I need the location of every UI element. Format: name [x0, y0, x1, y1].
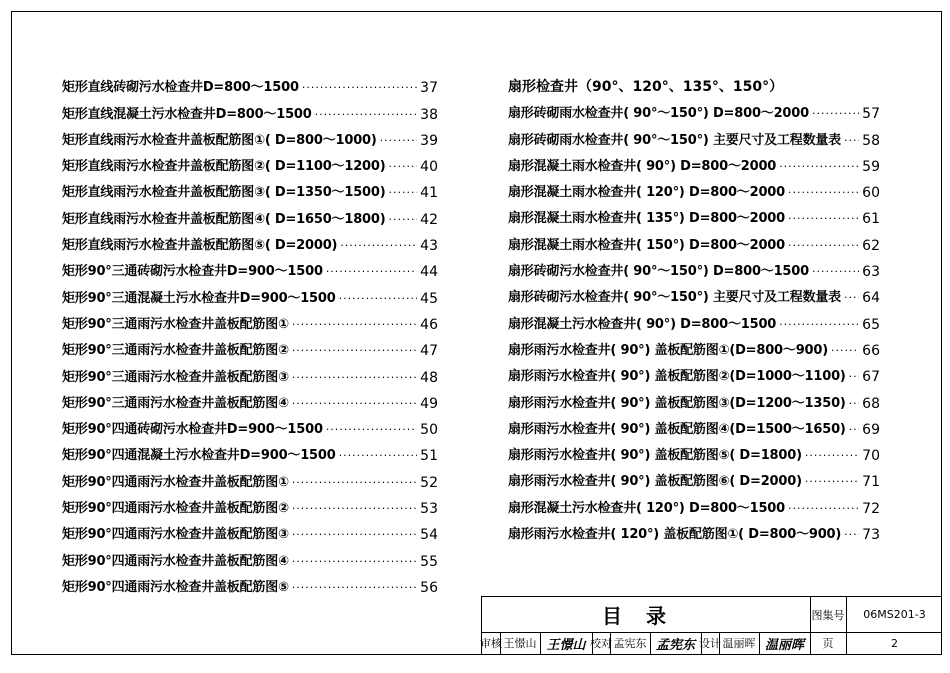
toc-entry[interactable] [62, 254, 438, 280]
toc-entry[interactable] [508, 149, 880, 175]
toc-entry[interactable] [508, 96, 880, 122]
document-title: 目录 [602, 604, 690, 628]
toc-entry-page: 67 [862, 369, 880, 386]
toc-entry[interactable] [508, 412, 880, 438]
leader-dots [388, 212, 417, 228]
toc-entry-subtitle: ( 90°) D=800～1500 [636, 316, 777, 332]
section-heading: 扇形检查井（90°、120°、135°、150°） [508, 79, 784, 95]
toc-entry-subtitle: ( 90°) 盖板配筋图②(D=1000～1100) [610, 369, 846, 385]
design-label: 设计 [699, 637, 721, 650]
toc-entry-page: 57 [862, 106, 880, 123]
leader-dots [292, 475, 417, 491]
leader-dots [831, 343, 859, 359]
toc-entry-subtitle: ( 120°) D=800～1500 [636, 500, 785, 516]
toc-entry-title: 矩形90°三通混凝土污水检查井 [62, 290, 240, 306]
leader-dots [844, 290, 859, 306]
toc-entry-page: 68 [862, 395, 880, 412]
toc-entry-title: 扇形混凝土雨水检查井 [508, 211, 637, 227]
leader-dots [788, 211, 859, 227]
toc-entry[interactable] [508, 175, 880, 201]
toc-entry-subtitle: ( 90°) 盖板配筋图③(D=1200～1350) [610, 395, 846, 411]
toc-entry-title: 扇形混凝土污水检查井 [508, 500, 637, 516]
toc-entry[interactable] [508, 385, 880, 411]
toc-entry-page: 49 [420, 395, 438, 412]
toc-entry-page: 50 [420, 422, 438, 439]
toc-entry-title: 矩形直线雨污水检查井盖板配筋图① [62, 132, 265, 148]
toc-entry-subtitle: ( 90°～150°) D=800～2000 [623, 106, 809, 122]
toc-entry-title: 矩形90°四通雨污水检查井盖板配筋图④ [62, 553, 289, 569]
designer-signature: 温丽晖 [764, 637, 804, 653]
toc-entry-title: 扇形雨污水检查井 [508, 474, 611, 490]
toc-entry-title: 扇形雨污水检查井 [508, 369, 611, 385]
toc-entry-page: 53 [420, 501, 438, 518]
toc-entry-subtitle: ( D=2000) [264, 238, 338, 254]
toc-entry-title: 矩形90°三通雨污水检查井盖板配筋图④ [62, 395, 289, 411]
toc-entry-title: 扇形砖砌污水检查井 [508, 290, 624, 306]
toc-entry[interactable] [62, 201, 438, 227]
toc-entry-page: 46 [420, 316, 438, 333]
leader-dots [844, 133, 859, 149]
toc-entry-title: 矩形90°三通雨污水检查井盖板配筋图② [62, 343, 289, 359]
toc-entry-title: 矩形直线雨污水检查井盖板配筋图⑤ [62, 238, 265, 254]
toc-right-column [508, 70, 880, 543]
toc-entry-page: 70 [862, 448, 880, 465]
toc-entry-subtitle: D=900～1500 [226, 264, 323, 280]
toc-entry[interactable] [62, 412, 438, 438]
toc-entry[interactable] [508, 333, 880, 359]
toc-entry[interactable] [62, 333, 438, 359]
toc-entry-title: 矩形直线砖砌污水检查井 [62, 80, 203, 96]
toc-entry[interactable] [62, 228, 438, 254]
leader-dots [302, 80, 417, 96]
toc-entry-page: 45 [420, 290, 438, 307]
toc-entry-title: 矩形直线雨污水检查井盖板配筋图④ [62, 211, 265, 227]
checker-signature: 孟宪东 [655, 637, 695, 653]
toc-entry-title: 矩形直线雨污水检查井盖板配筋图② [62, 159, 265, 175]
leader-dots [388, 159, 417, 175]
toc-entry-title: 扇形雨污水检查井 [508, 527, 611, 543]
toc-entry[interactable] [508, 464, 880, 490]
toc-entry-subtitle: ( D=800～1000) [264, 132, 377, 148]
toc-entry-subtitle: ( 120°) D=800～2000 [636, 185, 785, 201]
page-number: 2 [891, 636, 898, 650]
toc-entry-page: 60 [862, 185, 880, 202]
toc-entry-title: 扇形混凝土雨水检查井 [508, 237, 637, 253]
leader-dots [849, 396, 860, 412]
toc-entry-page: 56 [420, 579, 438, 596]
toc-entry-subtitle: ( 120°) 盖板配筋图①( D=800～900) [610, 527, 842, 543]
toc-entry-page: 40 [420, 159, 438, 176]
toc-left-column [62, 70, 438, 596]
toc-entry[interactable] [508, 490, 880, 516]
toc-entry[interactable] [62, 280, 438, 306]
toc-entry-page: 73 [862, 527, 880, 544]
leader-dots [339, 291, 418, 307]
toc-entry-page: 55 [420, 553, 438, 570]
reviewer-signature: 王憬山 [546, 637, 586, 653]
toc-entry-page: 43 [420, 238, 438, 255]
toc-entry-page: 44 [420, 264, 438, 281]
toc-entry-subtitle: ( D=1100～1200) [264, 159, 386, 175]
toc-entry-page: 61 [862, 211, 880, 228]
toc-entry-subtitle: ( 150°) D=800～2000 [636, 237, 785, 253]
toc-entry[interactable] [62, 96, 438, 122]
leader-dots [788, 238, 859, 254]
toc-entry[interactable] [62, 359, 438, 385]
toc-entry[interactable] [508, 201, 880, 227]
toc-entry-subtitle: ( D=1350～1500) [264, 185, 386, 201]
toc-entry-title: 扇形混凝土雨水检查井 [508, 158, 637, 174]
toc-entry-page: 64 [862, 290, 880, 307]
toc-entry-subtitle: ( D=1650～1800) [264, 211, 386, 227]
leader-dots [292, 527, 417, 543]
toc-entry-title: 扇形雨污水检查井 [508, 395, 611, 411]
toc-entry[interactable] [62, 386, 438, 412]
toc-entry[interactable] [62, 175, 438, 201]
toc-entry[interactable] [62, 307, 438, 333]
toc-entry-title: 扇形砖砌污水检查井 [508, 264, 624, 280]
leader-dots [292, 396, 417, 412]
toc-entry[interactable] [508, 306, 880, 332]
toc-entry-page: 42 [420, 211, 438, 228]
toc-entry[interactable] [508, 517, 880, 543]
toc-entry[interactable] [508, 227, 880, 253]
toc-entry-title: 扇形砖砌雨水检查井 [508, 106, 624, 122]
toc-entry-page: 41 [420, 185, 438, 202]
toc-entry[interactable] [62, 517, 438, 543]
leader-dots [844, 527, 859, 543]
toc-entry-page: 72 [862, 500, 880, 517]
toc-entry-title: 扇形混凝土污水检查井 [508, 316, 637, 332]
toc-entry-title: 矩形90°四通混凝土污水检查井 [62, 448, 240, 464]
toc-entry-title: 矩形直线雨污水检查井盖板配筋图③ [62, 185, 265, 201]
toc-entry-subtitle: ( 90°) 盖板配筋图⑤( D=1800) [610, 448, 802, 464]
leader-dots [339, 448, 418, 464]
toc-entry[interactable] [62, 438, 438, 464]
toc-entry-title: 矩形90°三通砖砌污水检查井 [62, 264, 227, 280]
toc-entry[interactable] [62, 149, 438, 175]
toc-entry-subtitle: D=900～1500 [239, 290, 336, 306]
toc-entry-title: 矩形90°四通雨污水检查井盖板配筋图③ [62, 527, 289, 543]
leader-dots [805, 474, 859, 490]
toc-entry-page: 58 [862, 132, 880, 149]
leader-dots [292, 501, 417, 517]
review-label: 审核 [480, 637, 502, 650]
toc-entry-title: 扇形混凝土雨水检查井 [508, 185, 637, 201]
toc-entry-subtitle: ( 90°) D=800～2000 [636, 158, 777, 174]
toc-entry-page: 71 [862, 474, 880, 491]
toc-entry-page: 37 [420, 80, 438, 97]
leader-dots [779, 317, 859, 333]
toc-entry-title: 矩形90°四通雨污水检查井盖板配筋图① [62, 474, 289, 490]
toc-entry[interactable] [62, 70, 438, 96]
leader-dots [812, 106, 859, 122]
leader-dots [326, 422, 417, 438]
toc-entry-title: 扇形砖砌雨水检查井 [508, 132, 624, 148]
toc-entry[interactable] [508, 122, 880, 148]
toc-entry-page: 62 [862, 237, 880, 254]
toc-entry-page: 52 [420, 474, 438, 491]
toc-entry-title: 矩形直线混凝土污水检查井 [62, 106, 216, 122]
toc-entry-page: 47 [420, 343, 438, 360]
leader-dots [788, 185, 859, 201]
leader-dots [292, 317, 417, 333]
leader-dots [292, 580, 417, 596]
toc-entry[interactable] [508, 359, 880, 385]
toc-entry-title: 矩形90°四通雨污水检查井盖板配筋图⑤ [62, 579, 289, 595]
toc-entry[interactable] [62, 543, 438, 569]
toc-entry-subtitle: ( 90°) 盖板配筋图⑥( D=2000) [610, 474, 802, 490]
toc-entry-page: 39 [420, 132, 438, 149]
toc-entry-page: 69 [862, 421, 880, 438]
toc-entry-subtitle: ( 90°～150°) D=800～1500 [623, 264, 809, 280]
toc-entry[interactable] [508, 438, 880, 464]
toc-entry[interactable] [62, 570, 438, 596]
toc-entry-page: 59 [862, 158, 880, 175]
toc-entry-subtitle: D=800～1500 [215, 106, 312, 122]
atlas-label: 图集号 [811, 608, 845, 622]
toc-entry[interactable] [62, 123, 438, 149]
toc-entry-title: 矩形90°三通雨污水检查井盖板配筋图③ [62, 369, 289, 385]
leader-dots [849, 369, 860, 385]
leader-dots [388, 185, 417, 201]
toc-entry-page: 38 [420, 106, 438, 123]
toc-entry-subtitle: D=800～1500 [202, 80, 299, 96]
toc-entry-title: 扇形雨污水检查井 [508, 448, 611, 464]
toc-entry-page: 65 [862, 316, 880, 333]
toc-entry-page: 63 [862, 264, 880, 281]
reviewer-name: 王憬山 [503, 637, 537, 650]
toc-entry-page: 54 [420, 527, 438, 544]
leader-dots [326, 264, 417, 280]
leader-dots [292, 554, 417, 570]
leader-dots [805, 448, 859, 464]
checker-name: 孟宪东 [613, 637, 647, 650]
toc-entry-subtitle: ( 135°) D=800～2000 [636, 211, 785, 227]
toc-entry-subtitle: ( 90°) 盖板配筋图④(D=1500～1650) [610, 421, 846, 437]
toc-entry-title: 扇形雨污水检查井 [508, 342, 611, 358]
leader-dots [315, 107, 418, 123]
toc-entry[interactable] [508, 254, 880, 280]
title-block [481, 596, 942, 655]
designer-name: 温丽晖 [722, 637, 756, 650]
leader-dots [849, 422, 860, 438]
toc-entry-title: 矩形90°四通砖砌污水检查井 [62, 422, 227, 438]
check-label: 校对 [590, 637, 612, 650]
toc-entry[interactable] [508, 280, 880, 306]
leader-dots [340, 238, 417, 254]
toc-entry-page: 48 [420, 369, 438, 386]
leader-dots [292, 370, 417, 386]
leader-dots [292, 343, 417, 359]
toc-entry[interactable] [62, 491, 438, 517]
leader-dots [779, 159, 859, 175]
page-label: 页 [822, 637, 834, 650]
toc-entry-subtitle: ( 90°～150°) 主要尺寸及工程数量表 [623, 290, 841, 306]
leader-dots [788, 501, 859, 517]
leader-dots [812, 264, 859, 280]
toc-entry-title: 扇形雨污水检查井 [508, 421, 611, 437]
toc-entry[interactable] [62, 464, 438, 490]
toc-entry-subtitle: ( 90°) 盖板配筋图①(D=800～900) [610, 342, 828, 358]
atlas-number: 06MS201-3 [863, 608, 926, 621]
toc-entry-subtitle: D=900～1500 [239, 448, 336, 464]
toc-entry-page: 51 [420, 448, 438, 465]
toc-entry-page: 66 [862, 342, 880, 359]
leader-dots [380, 133, 418, 149]
toc-entry-title: 矩形90°三通雨污水检查井盖板配筋图① [62, 316, 289, 332]
toc-entry-title: 矩形90°四通雨污水检查井盖板配筋图② [62, 501, 289, 517]
toc-entry-subtitle: D=900～1500 [226, 422, 323, 438]
toc-entry-subtitle: ( 90°～150°) 主要尺寸及工程数量表 [623, 132, 841, 148]
